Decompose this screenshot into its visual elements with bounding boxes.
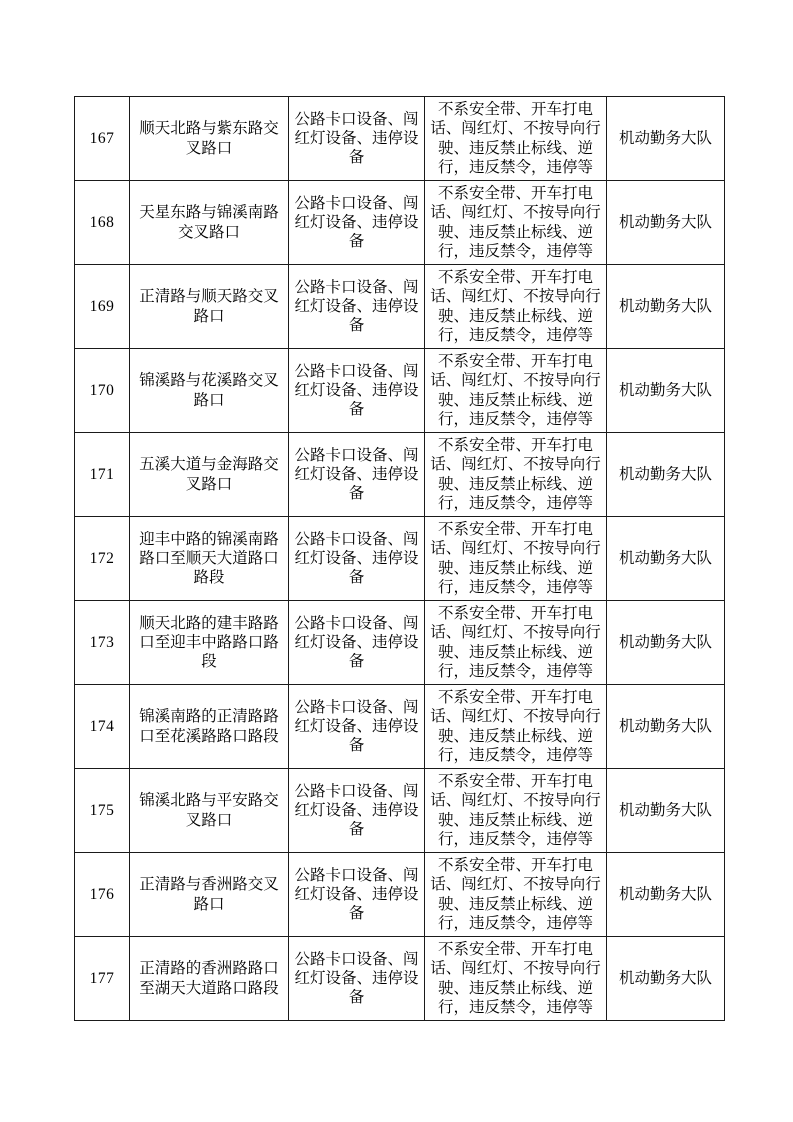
cell-department: 机动勤务大队 — [607, 433, 725, 517]
cell-department: 机动勤务大队 — [607, 853, 725, 937]
cell-serial-number: 171 — [75, 433, 130, 517]
cell-department: 机动勤务大队 — [607, 349, 725, 433]
cell-location: 顺天北路的建丰路路口至迎丰中路路口路段 — [130, 601, 289, 685]
cell-equipment: 公路卡口设备、闯红灯设备、违停设备 — [289, 685, 425, 769]
table-row — [75, 349, 725, 433]
table-row — [75, 601, 725, 685]
cell-location: 正清路与香洲路交叉路口 — [130, 853, 289, 937]
cell-department: 机动勤务大队 — [607, 937, 725, 1021]
cell-department: 机动勤务大队 — [607, 769, 725, 853]
table-row — [75, 97, 725, 181]
cell-violations: 不系安全带、开车打电话、闯红灯、不按导向行驶、违反禁止标线、逆行，违反禁令，违停等 — [425, 685, 607, 769]
cell-equipment: 公路卡口设备、闯红灯设备、违停设备 — [289, 181, 425, 265]
cell-violations: 不系安全带、开车打电话、闯红灯、不按导向行驶、违反禁止标线、逆行，违反禁令，违停等 — [425, 517, 607, 601]
cell-serial-number: 175 — [75, 769, 130, 853]
cell-department: 机动勤务大队 — [607, 517, 725, 601]
cell-violations: 不系安全带、开车打电话、闯红灯、不按导向行驶、违反禁止标线、逆行，违反禁令，违停等 — [425, 265, 607, 349]
cell-equipment: 公路卡口设备、闯红灯设备、违停设备 — [289, 433, 425, 517]
cell-equipment: 公路卡口设备、闯红灯设备、违停设备 — [289, 517, 425, 601]
cell-serial-number: 167 — [75, 97, 130, 181]
table-row — [75, 517, 725, 601]
cell-department: 机动勤务大队 — [607, 181, 725, 265]
cell-department: 机动勤务大队 — [607, 265, 725, 349]
cell-violations: 不系安全带、开车打电话、闯红灯、不按导向行驶、违反禁止标线、逆行，违反禁令，违停等 — [425, 433, 607, 517]
cell-serial-number: 177 — [75, 937, 130, 1021]
cell-violations: 不系安全带、开车打电话、闯红灯、不按导向行驶、违反禁止标线、逆行，违反禁令，违停等 — [425, 769, 607, 853]
cell-serial-number: 173 — [75, 601, 130, 685]
cell-violations: 不系安全带、开车打电话、闯红灯、不按导向行驶、违反禁止标线、逆行，违反禁令，违停等 — [425, 181, 607, 265]
table-row — [75, 433, 725, 517]
cell-violations: 不系安全带、开车打电话、闯红灯、不按导向行驶、违反禁止标线、逆行，违反禁令，违停等 — [425, 853, 607, 937]
cell-serial-number: 168 — [75, 181, 130, 265]
cell-location: 正清路的香洲路路口至湖天大道路口路段 — [130, 937, 289, 1021]
cell-serial-number: 169 — [75, 265, 130, 349]
cell-location: 锦溪南路的正清路路口至花溪路路口路段 — [130, 685, 289, 769]
cell-violations: 不系安全带、开车打电话、闯红灯、不按导向行驶、违反禁止标线、逆行，违反禁令，违停等 — [425, 601, 607, 685]
cell-serial-number: 172 — [75, 517, 130, 601]
table-row — [75, 181, 725, 265]
cell-violations: 不系安全带、开车打电话、闯红灯、不按导向行驶、违反禁止标线、逆行，违反禁令，违停等 — [425, 349, 607, 433]
cell-department: 机动勤务大队 — [607, 97, 725, 181]
cell-equipment: 公路卡口设备、闯红灯设备、违停设备 — [289, 937, 425, 1021]
cell-violations: 不系安全带、开车打电话、闯红灯、不按导向行驶、违反禁止标线、逆行，违反禁令，违停等 — [425, 937, 607, 1021]
cell-equipment: 公路卡口设备、闯红灯设备、违停设备 — [289, 769, 425, 853]
table-row — [75, 937, 725, 1021]
table-row — [75, 853, 725, 937]
cell-location: 顺天北路与紫东路交叉路口 — [130, 97, 289, 181]
cell-equipment: 公路卡口设备、闯红灯设备、违停设备 — [289, 601, 425, 685]
cell-location: 迎丰中路的锦溪南路路口至顺天大道路口路段 — [130, 517, 289, 601]
traffic-surveillance-table — [74, 96, 725, 1021]
cell-equipment: 公路卡口设备、闯红灯设备、违停设备 — [289, 349, 425, 433]
cell-equipment: 公路卡口设备、闯红灯设备、违停设备 — [289, 853, 425, 937]
cell-department: 机动勤务大队 — [607, 685, 725, 769]
cell-location: 锦溪北路与平安路交叉路口 — [130, 769, 289, 853]
cell-equipment: 公路卡口设备、闯红灯设备、违停设备 — [289, 265, 425, 349]
cell-equipment: 公路卡口设备、闯红灯设备、违停设备 — [289, 97, 425, 181]
cell-serial-number: 174 — [75, 685, 130, 769]
cell-serial-number: 176 — [75, 853, 130, 937]
cell-location: 锦溪路与花溪路交叉路口 — [130, 349, 289, 433]
table-row — [75, 769, 725, 853]
cell-location: 五溪大道与金海路交叉路口 — [130, 433, 289, 517]
cell-serial-number: 170 — [75, 349, 130, 433]
cell-location: 正清路与顺天路交叉路口 — [130, 265, 289, 349]
cell-department: 机动勤务大队 — [607, 601, 725, 685]
cell-violations: 不系安全带、开车打电话、闯红灯、不按导向行驶、违反禁止标线、逆行，违反禁令，违停等 — [425, 97, 607, 181]
table-row — [75, 685, 725, 769]
cell-location: 天星东路与锦溪南路交叉路口 — [130, 181, 289, 265]
table-row — [75, 265, 725, 349]
